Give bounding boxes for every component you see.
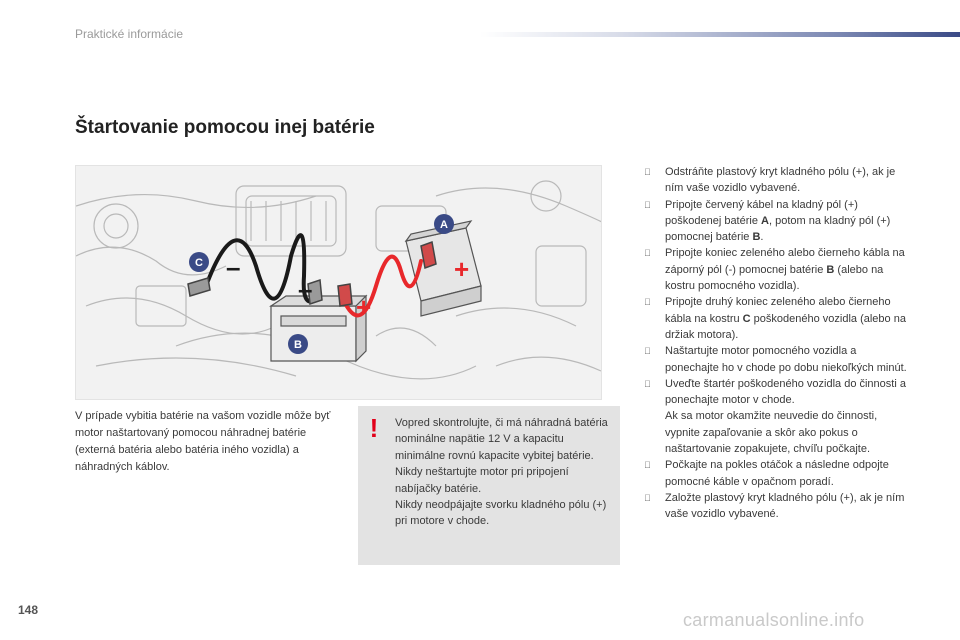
warning-text bbox=[395, 415, 609, 530]
page-title: Štartovanie pomocou inej batérie bbox=[75, 117, 375, 138]
engine-illustration bbox=[75, 165, 602, 400]
engine-bay-drawing bbox=[76, 166, 601, 399]
bullet-icon bbox=[644, 343, 651, 359]
minus-sign-c: – bbox=[226, 252, 241, 282]
plus-sign-b: + bbox=[356, 292, 372, 322]
minus-sign-b: – bbox=[298, 274, 313, 304]
bullet-icon bbox=[644, 457, 651, 473]
label-b bbox=[288, 334, 308, 354]
list-item: Uveďte štartér poškodeného vozidla do činnosti a ponechajte motor v chode. Ak sa motor okamžite neuvedie do činnosti, vypnite zapaľovanie a skôr ako pokus o naštartovanie zopakujete, chvíľu počkajte. bbox=[643, 376, 911, 457]
list-item: Pripojte červený kábel na kladný pól (+) poškodenej batérie A, potom na kladný pól (+) pomocnej batérie B. bbox=[643, 197, 911, 246]
page-number: 148 bbox=[18, 603, 39, 617]
battery-b bbox=[271, 296, 366, 361]
svg-text:C: C bbox=[195, 257, 203, 269]
bullet-icon bbox=[644, 197, 651, 213]
list-item: Počkajte na pokles otáčok a následne odpojte pomocné káble v opačnom poradí. bbox=[643, 457, 911, 490]
list-item: Odstráňte plastový kryt kladného pólu (+), ak je ním vaše vozidlo vybavené. bbox=[643, 164, 911, 197]
intro-paragraph: V prípade vybitia batérie na vašom vozidle môže byť motor naštartovaný pomocou náhradnej batérie (externá batéria alebo batéria iného vozidla) a náhradných káblov. bbox=[75, 410, 331, 473]
header-bar bbox=[480, 32, 960, 37]
label-c bbox=[189, 252, 209, 272]
warning-paragraph: Vopred skontrolujte, či má náhradná batéria nominálne napätie 12 V a kapacitu minimálne rovnú kapacite vybitej batérie. bbox=[395, 417, 608, 462]
list-item: Pripojte druhý koniec zeleného alebo čierneho kábla na kostru C poškodeného vozidla (alebo na držiak motora). bbox=[643, 294, 911, 343]
svg-text:B: B bbox=[294, 339, 302, 351]
bullet-icon bbox=[644, 245, 651, 261]
bullet-icon bbox=[644, 294, 651, 310]
bullet-icon bbox=[644, 164, 651, 180]
bullet-icon bbox=[644, 490, 651, 506]
section-header: Praktické informácie bbox=[75, 27, 184, 41]
watermark: carmanualsonline.info bbox=[683, 610, 865, 630]
list-item: Pripojte koniec zeleného alebo čierneho kábla na záporný pól (-) pomocnej batérie B (alebo na kostru pomocného vozidla). bbox=[643, 245, 911, 294]
warning-paragraph: Nikdy neodpájajte svorku kladného pólu (+) pri motore v chode. bbox=[395, 499, 607, 528]
instruction-steps bbox=[643, 164, 911, 523]
plus-sign-a: + bbox=[454, 254, 470, 284]
svg-text:A: A bbox=[440, 219, 448, 231]
list-item: Založte plastový kryt kladného pólu (+), ak je ním vaše vozidlo vybavené. bbox=[643, 490, 911, 523]
bullet-icon bbox=[644, 376, 651, 392]
label-a bbox=[434, 214, 454, 234]
list-item: Naštartujte motor pomocného vozidla a ponechajte ho v chode po dobu niekoľkých minút. bbox=[643, 343, 911, 376]
warning-icon: ! bbox=[369, 413, 379, 443]
warning-paragraph: Nikdy neštartujte motor pri pripojení nabíjačky batérie. bbox=[395, 466, 569, 495]
warning-box bbox=[358, 406, 620, 565]
